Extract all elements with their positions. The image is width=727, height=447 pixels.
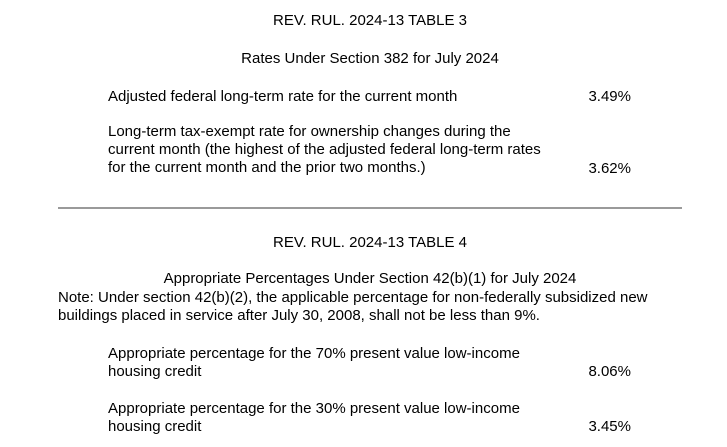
table3-row2-label: Long-term tax-exempt rate for ownership changes during the current month (the highest of the adjusted federal long-term rates for the current month and the prior two months.): [108, 123, 541, 176]
table3-row2-value: 3.62%: [588, 160, 631, 177]
table3-row1-value: 3.49%: [588, 88, 631, 105]
table4-subtitle: Appropriate Percentages Under Section 42(b)(1) for July 2024: [163, 270, 577, 287]
table4-row1-label: Appropriate percentage for the 70% present value low-income housing credit: [108, 345, 520, 380]
section-divider: [58, 207, 682, 209]
table3-row1-label: Adjusted federal long-term rate for the current month: [108, 88, 458, 105]
table4-row1-value: 8.06%: [588, 363, 631, 380]
table4-title: REV. RUL. 2024-13 TABLE 4: [272, 234, 467, 251]
table3-subtitle: Rates Under Section 382 for July 2024: [241, 50, 499, 67]
table4-row2-value: 3.45%: [588, 418, 631, 435]
table4-note: Note: Under section 42(b)(2), the applicable percentage for non-federally subsidized new buildings placed in service after July 30, 2008, shall not be less than 9%.: [58, 289, 648, 324]
table4-row2-label: Appropriate percentage for the 30% present value low-income housing credit: [108, 400, 520, 435]
table3-title: REV. RUL. 2024-13 TABLE 3: [272, 12, 467, 29]
